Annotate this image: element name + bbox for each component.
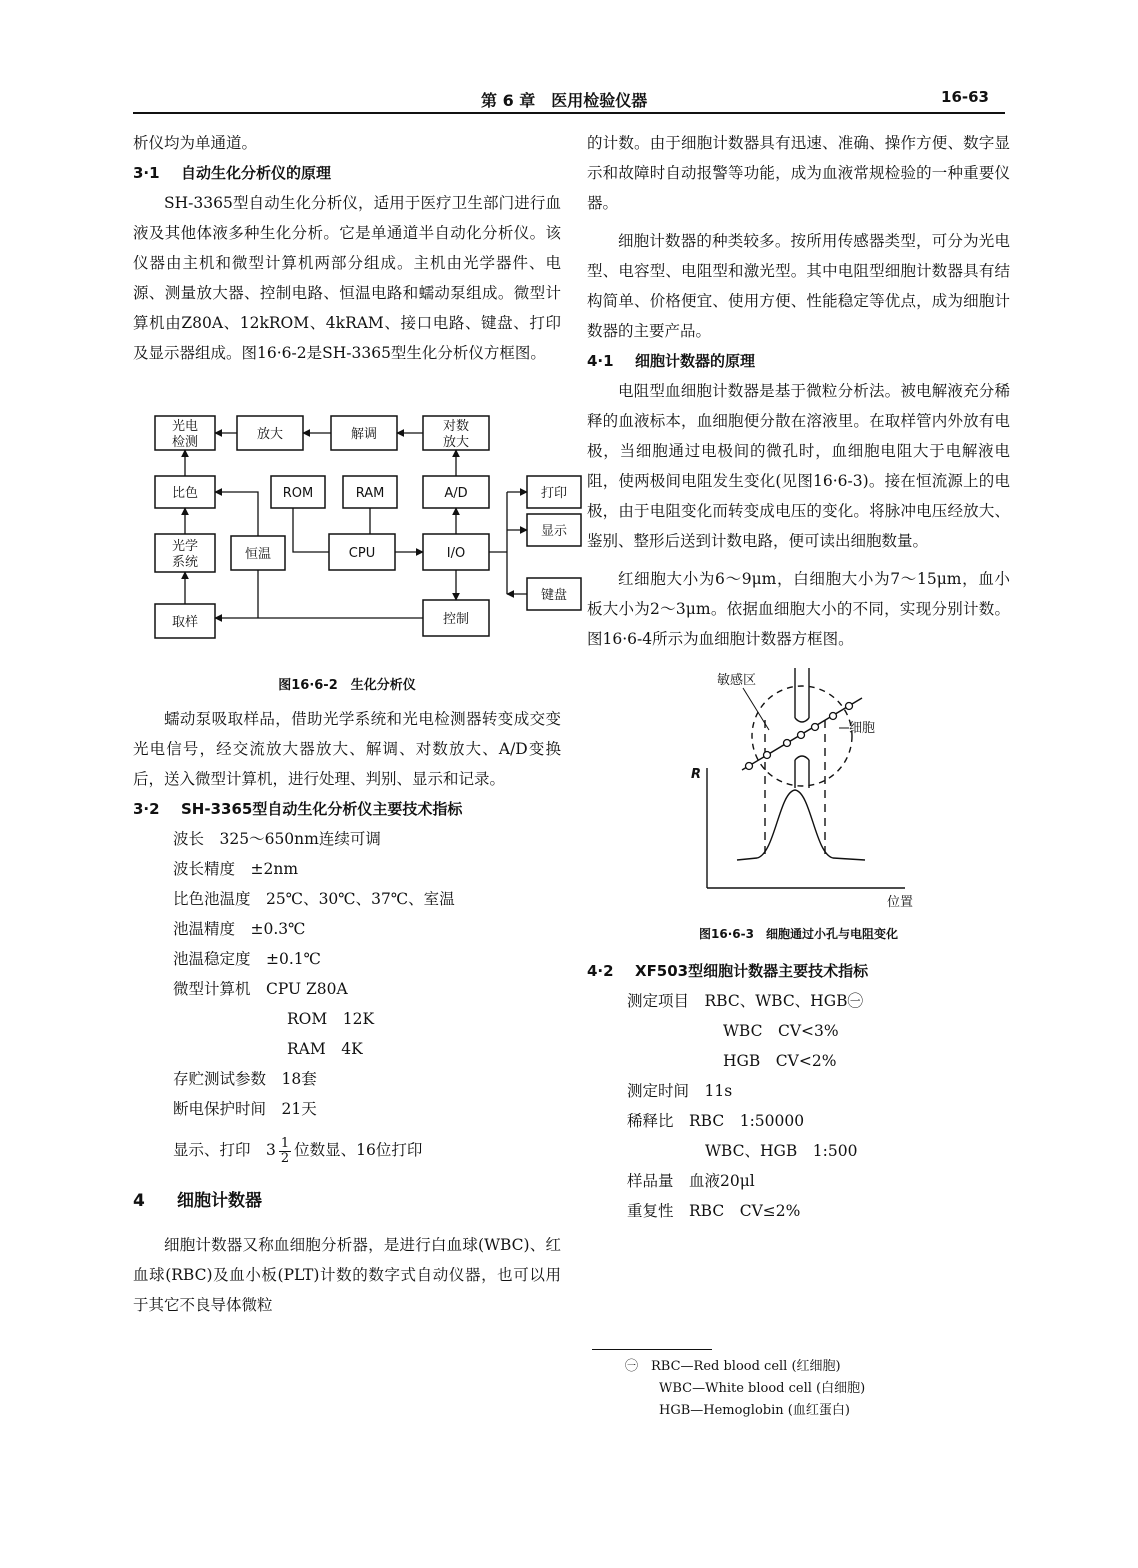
section-title: XF503型细胞计数器主要技术指标 xyxy=(635,962,869,980)
paragraph: 红细胞大小为6～9μm，白细胞大小为7～15μm，血小板大小为2～3μm。依据血细胞大小的不同，实现分别计数。图16·6-4所示为血细胞计数器方框图。 xyxy=(587,570,1010,648)
label-control: 控制 xyxy=(442,612,470,627)
running-header xyxy=(133,88,1005,114)
label-sampler: 取样 xyxy=(171,615,199,630)
block-diagram-figure xyxy=(133,406,568,668)
spec-line: 样品量 血液20μl xyxy=(627,1172,755,1190)
footnote: HGB—Hemoglobin (血红蛋白) xyxy=(659,1403,850,1418)
paragraph: 的计数。由于细胞计数器具有迅速、准确、操作方便、数字显示和故障时自动报警等功能，成为血液常规检验的一种重要仪器。 xyxy=(587,134,1010,212)
spec-line: 池温精度 ±0.3℃ xyxy=(173,920,306,938)
label-optics-2: 系统 xyxy=(171,555,199,570)
section-number: 4 xyxy=(133,1191,145,1211)
label-ad: A/D xyxy=(444,486,468,501)
footnote: ㊀ RBC—Red blood cell (红细胞) xyxy=(625,1359,841,1374)
footnotes xyxy=(625,1356,1005,1422)
figure-caption: 图16·6-2 生化分析仪 xyxy=(278,678,416,693)
label-sensing-zone: 敏感区 xyxy=(717,673,757,688)
paragraph: 细胞计数器的种类较多。按所用传感器类型，可分为光电型、电容型、电阻型和激光型。其中电阻型细胞计数器具有结构简单、价格便宜、使用方便、性能稳定等优点，成为细胞计数器的主要产品。 xyxy=(587,232,1010,340)
page-number: 16-63 xyxy=(941,88,989,106)
label-photo-2: 检测 xyxy=(171,435,199,450)
label-photo-1: 光电 xyxy=(171,419,199,434)
display-prefix: 显示、打印 3 xyxy=(173,1141,276,1159)
section-3-2-heading xyxy=(133,794,561,824)
spec-line: RAM 4K xyxy=(287,1040,363,1058)
label-demodulator: 解调 xyxy=(350,427,378,442)
spec-line: 池温稳定度 ±0.1℃ xyxy=(173,950,321,968)
paragraph: SH-3365型自动生化分析仪，适用于医疗卫生部门进行血液及其他体液多种生化分析。它是单通道半自动化分析仪。该仪器由主机和微型计算机两部分组成。主机由光学器件、电源、测量放大器、控制电路、恒温电路和蠕动泵组成。微型计算机由Z80A、12kROM、4kRAM、接口电路、键盘、打印及显示器组成。图16·6-2是SH-3365型生化分析仪方框图。 xyxy=(133,194,561,362)
label-log-1: 对数 xyxy=(442,419,470,434)
label-cpu: CPU xyxy=(348,546,376,561)
footnote-rule xyxy=(592,1349,712,1350)
paragraph: 电阻型血细胞计数器是基于微粒分析法。被电解液充分稀释的血液标本，血细胞便分散在溶液里。在取样管内外放有电极，当细胞通过电极间的微孔时，血细胞电阻大于电解液电阻，使两极间电阻发生变化(见图16·6-3)。接在恒流源上的电极，由于电阻变化而转变成电压的变化。将脉冲电压经放大、鉴别、整形后送到计数电路，便可读出细胞数量。 xyxy=(587,382,1010,550)
label-log-2: 放大 xyxy=(442,435,470,450)
spec-line: ROM 12K xyxy=(287,1010,375,1028)
left-column xyxy=(133,128,568,1320)
label-printer: 打印 xyxy=(540,486,568,501)
fraction-denominator: 2 xyxy=(280,1150,290,1166)
spec-line: WBC、HGB 1:500 xyxy=(705,1142,858,1160)
label-colorimeter: 比色 xyxy=(171,486,199,501)
section-4-2-heading xyxy=(587,956,1010,986)
spec-line: 稀释比 RBC 1:50000 xyxy=(627,1112,805,1130)
spec-line: 比色池温度 25℃、30℃、37℃、室温 xyxy=(173,890,455,908)
section-number: 4·2 xyxy=(587,962,614,980)
spec-line: 重复性 RBC CV≤2% xyxy=(627,1202,801,1220)
label-thermostat: 恒温 xyxy=(244,547,272,562)
paragraph: 蠕动泵吸取样品，借助光学系统和光电检测器转变成交变光电信号，经交流放大器放大、解调、对数放大、A/D变换后，送入微型计算机，进行处理、判别、显示和记录。 xyxy=(133,710,561,788)
label-io: I/O xyxy=(446,546,466,561)
continued-text: 析仪均为单通道。 xyxy=(133,134,258,152)
section-title: 细胞计数器的原理 xyxy=(635,352,756,370)
label-ram: RAM xyxy=(355,486,385,501)
axis-label-position: 位置 xyxy=(887,895,914,910)
spec-line: 微型计算机 CPU Z80A xyxy=(173,980,348,998)
spec-line: 测定时间 11s xyxy=(627,1082,733,1100)
figure-caption: 图16·6-3 细胞通过小孔与电阻变化 xyxy=(699,927,898,941)
paragraph: 细胞计数器又称血细胞分析器，是进行白血球(WBC)、红血球(RBC)及血小板(PLT)计数的数字式自动仪器，也可以用于其它不良导体微粒 xyxy=(133,1236,561,1314)
section-4-heading xyxy=(133,1186,561,1216)
label-keyboard: 键盘 xyxy=(540,588,568,603)
footnote: WBC—White blood cell (白细胞) xyxy=(659,1381,866,1396)
spec-line: 波长 325～650nm连续可调 xyxy=(173,830,381,848)
cell-resistance-figure xyxy=(587,660,1010,910)
label-display: 显示 xyxy=(540,524,568,539)
section-number: 4·1 xyxy=(587,352,614,370)
section-3-1-heading xyxy=(133,158,561,188)
right-column xyxy=(587,128,1010,1226)
fraction xyxy=(279,1137,291,1166)
section-title: SH-3365型自动生化分析仪主要技术指标 xyxy=(181,800,463,818)
section-4-1-heading xyxy=(587,346,1010,376)
section-number: 3·2 xyxy=(133,800,160,818)
spec-line: WBC CV<3% xyxy=(723,1022,839,1040)
label-cell: 细胞 xyxy=(849,721,876,736)
section-title: 细胞计数器 xyxy=(177,1191,262,1211)
label-rom: ROM xyxy=(282,486,314,501)
section-number: 3·1 xyxy=(133,164,160,182)
spec-line: 断电保护时间 21天 xyxy=(173,1100,317,1118)
section-title: 自动生化分析仪的原理 xyxy=(181,164,332,182)
spec-line: 波长精度 ±2nm xyxy=(173,860,299,878)
spec-line: 存贮测试参数 18套 xyxy=(173,1070,317,1088)
fraction-numerator: 1 xyxy=(280,1135,290,1151)
label-optics-1: 光学 xyxy=(171,539,199,554)
display-suffix: 位数显、16位打印 xyxy=(294,1141,423,1159)
axis-label-r: R xyxy=(691,767,702,782)
spec-line: HGB CV<2% xyxy=(723,1052,837,1070)
spec-line: 测定项目 RBC、WBC、HGB㊀ xyxy=(627,992,863,1010)
spec-line-display xyxy=(133,1132,561,1168)
label-amplifier: 放大 xyxy=(256,427,284,442)
chapter-title: 第 6 章 医用检验仪器 xyxy=(481,91,648,110)
